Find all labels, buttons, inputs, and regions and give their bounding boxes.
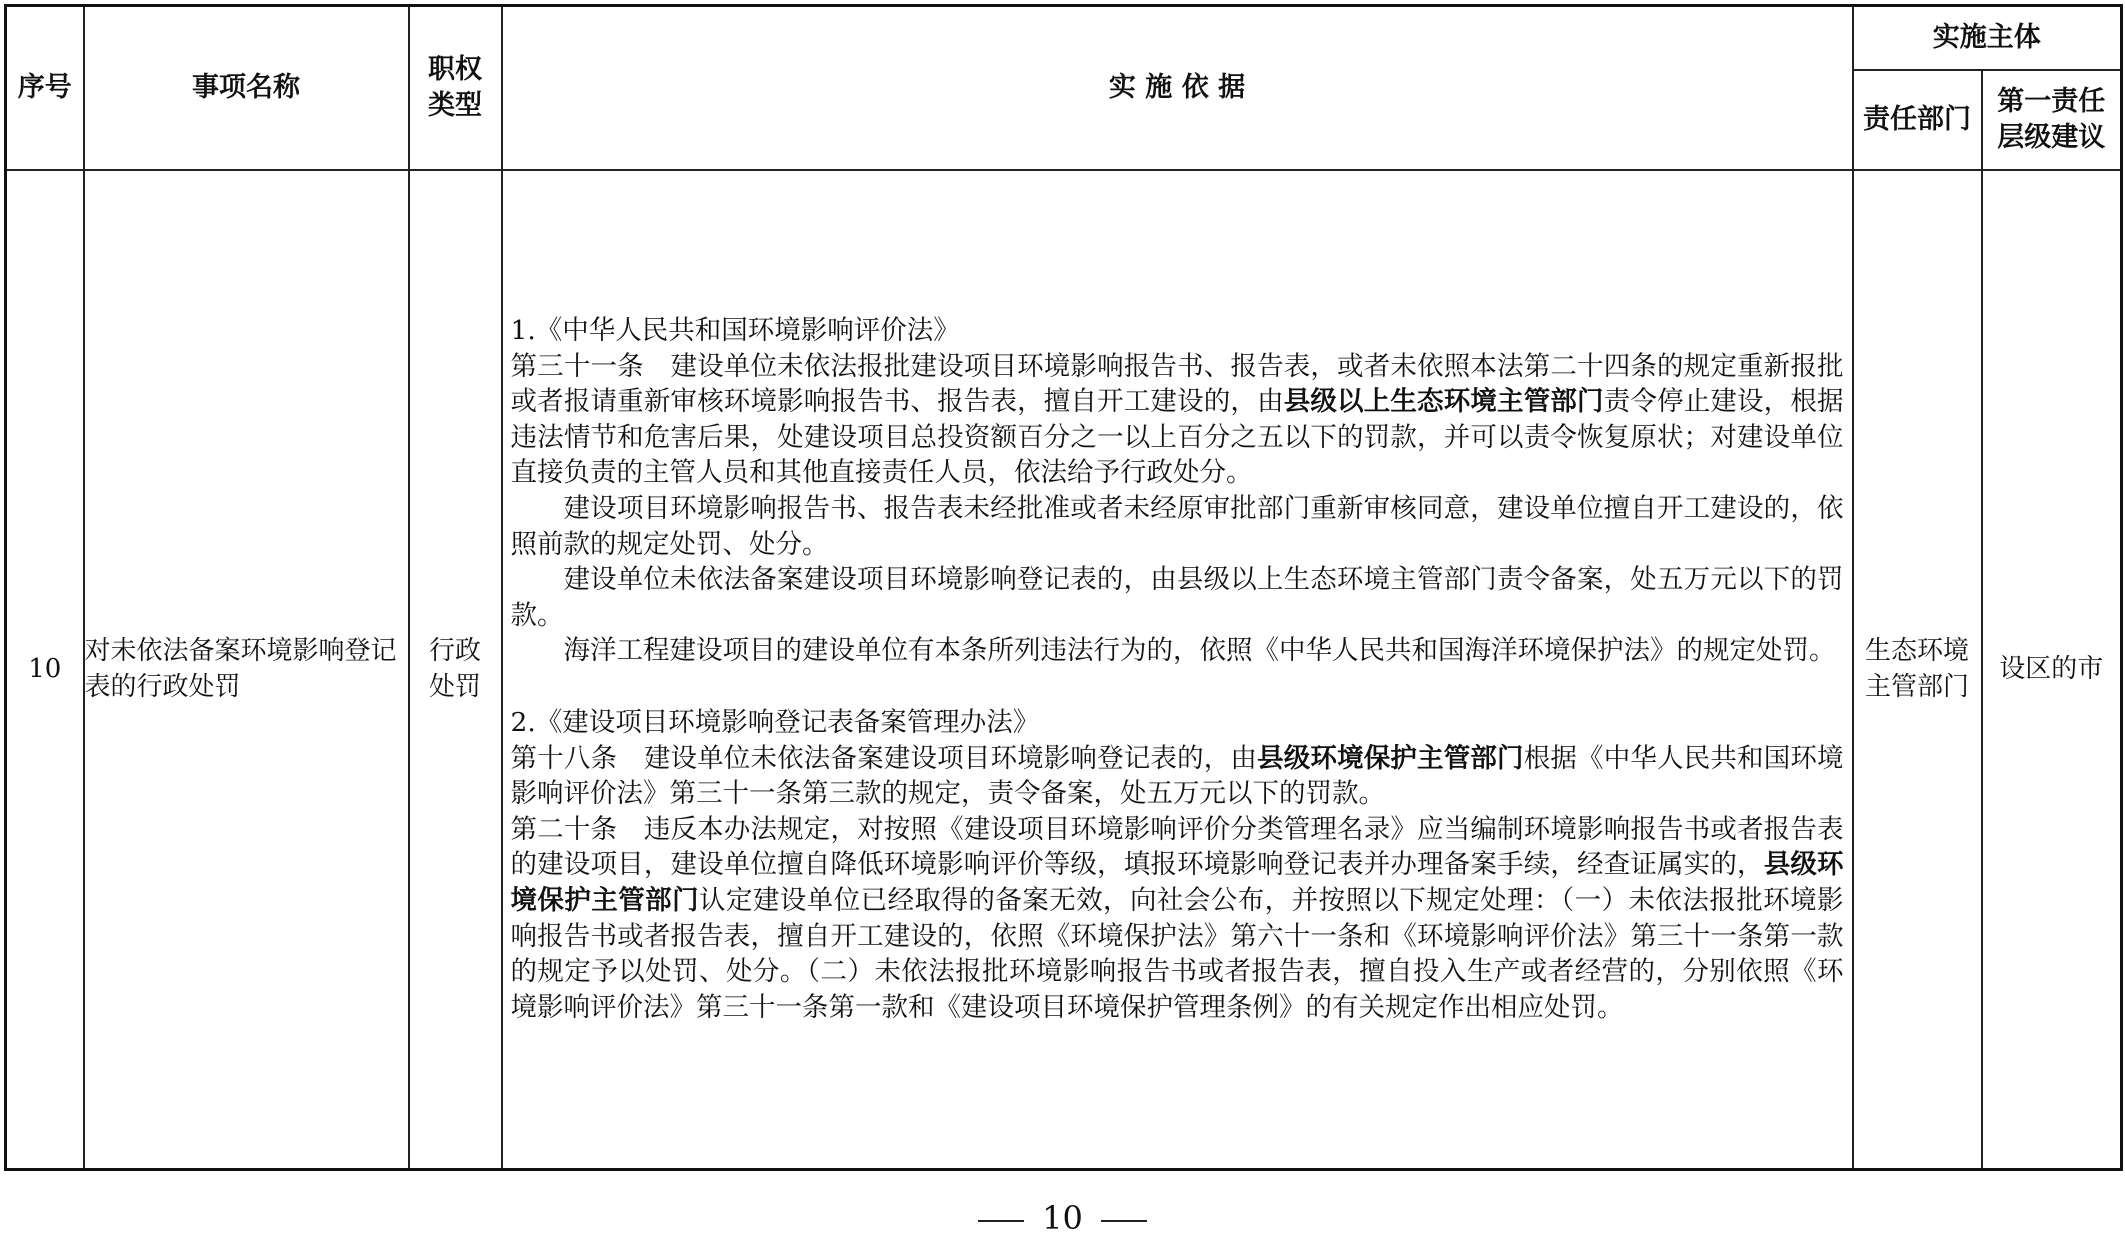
row-power-type: 行政 处罚	[409, 170, 502, 1170]
table-row	[6, 170, 2122, 1170]
page-number-footer	[0, 1198, 2125, 1238]
enforcement-table	[4, 4, 2123, 1171]
row-dept: 生态环境 主管部门	[1853, 170, 1982, 1170]
law1-para2: 建设项目环境影响报告书、报告表未经批准或者未经原审批部门重新审核同意，建设单位擅自开工建设的，依照前款的规定处罚、处分。	[510, 493, 1844, 560]
page-number: 10	[1042, 1199, 1083, 1237]
law2-title: 2.《建设项目环境影响登记表备案管理办法》	[510, 707, 1040, 739]
dash-right	[1101, 1220, 1147, 1222]
row-level: 设区的市	[1982, 170, 2122, 1170]
dash-left	[978, 1220, 1024, 1222]
law1-para3: 建设单位未依法备案建设项目环境影响登记表的，由县级以上生态环境主管部门责令备案，处五万元以下的罚款。	[510, 564, 1844, 631]
row-item-name: 对未依法备案环境影响登记表的行政处罚	[84, 170, 409, 1170]
header-basis: 实 施 依 据	[502, 6, 1853, 170]
law2-article20: 第二十条 违反本办法规定，对按照《建设项目环境影响评价分类管理名录》应当编制环境影响报告书或者报告表的建设项目，建设单位擅自降低环境影响评价等级，填报环境影响登记表并办理备案手续，经查证属实的，县级环境保护主管部门认定建设单位已经取得的备案无效，向社会公布，并按照以下规定处理：（一）未依法报批环境影响报告书或者报告表，擅自开工建设的，依照《环境保护法》第六十一条和《环境影响评价法》第三十一条第一款的规定予以处罚、处分。（二）未依法报批环境影响报告书或者报告表，擅自投入生产或者经营的，分别依照《环境影响评价法》第三十一条第一款和《建设项目环境保护管理条例》的有关规定作出相应处罚。	[510, 813, 1844, 1023]
header-subject: 实施主体	[1853, 6, 2122, 70]
law1-title: 1.《中华人民共和国环境影响评价法》	[510, 315, 960, 347]
law1-para4: 海洋工程建设项目的建设单位有本条所列违法行为的，依照《中华人民共和国海洋环境保护法》的规定处罚。	[563, 635, 1836, 667]
row-seq: 10	[6, 170, 84, 1170]
header-level: 第一责任 层级建议	[1982, 70, 2122, 170]
header-seq: 序号	[6, 6, 84, 170]
header-row-1	[6, 6, 2122, 70]
header-dept: 责任部门	[1853, 70, 1982, 170]
row-basis	[502, 170, 1853, 1170]
basis-text	[503, 313, 1852, 1025]
header-power-type: 职权 类型	[409, 6, 502, 170]
law2-article18: 第十八条 建设单位未依法备案建设项目环境影响登记表的，由县级环境保护主管部门根据《中华人民共和国环境影响评价法》第三十一条第三款的规定，责令备案，处五万元以下的罚款。	[510, 742, 1844, 810]
header-item-name: 事项名称	[84, 6, 409, 170]
law1-article31: 第三十一条 建设单位未依法报批建设项目环境影响报告书、报告表，或者未依照本法第二十四条的规定重新报批或者报请重新审核环境影响报告书、报告表，擅自开工建设的，由县级以上生态环境主管部门责令停止建设，根据违法情节和危害后果，处建设项目总投资额百分之一以上百分之五以下的罚款，并可以责令恢复原状；对建设单位直接负责的主管人员和其他直接责任人员，依法给予行政处分。	[510, 350, 1844, 489]
